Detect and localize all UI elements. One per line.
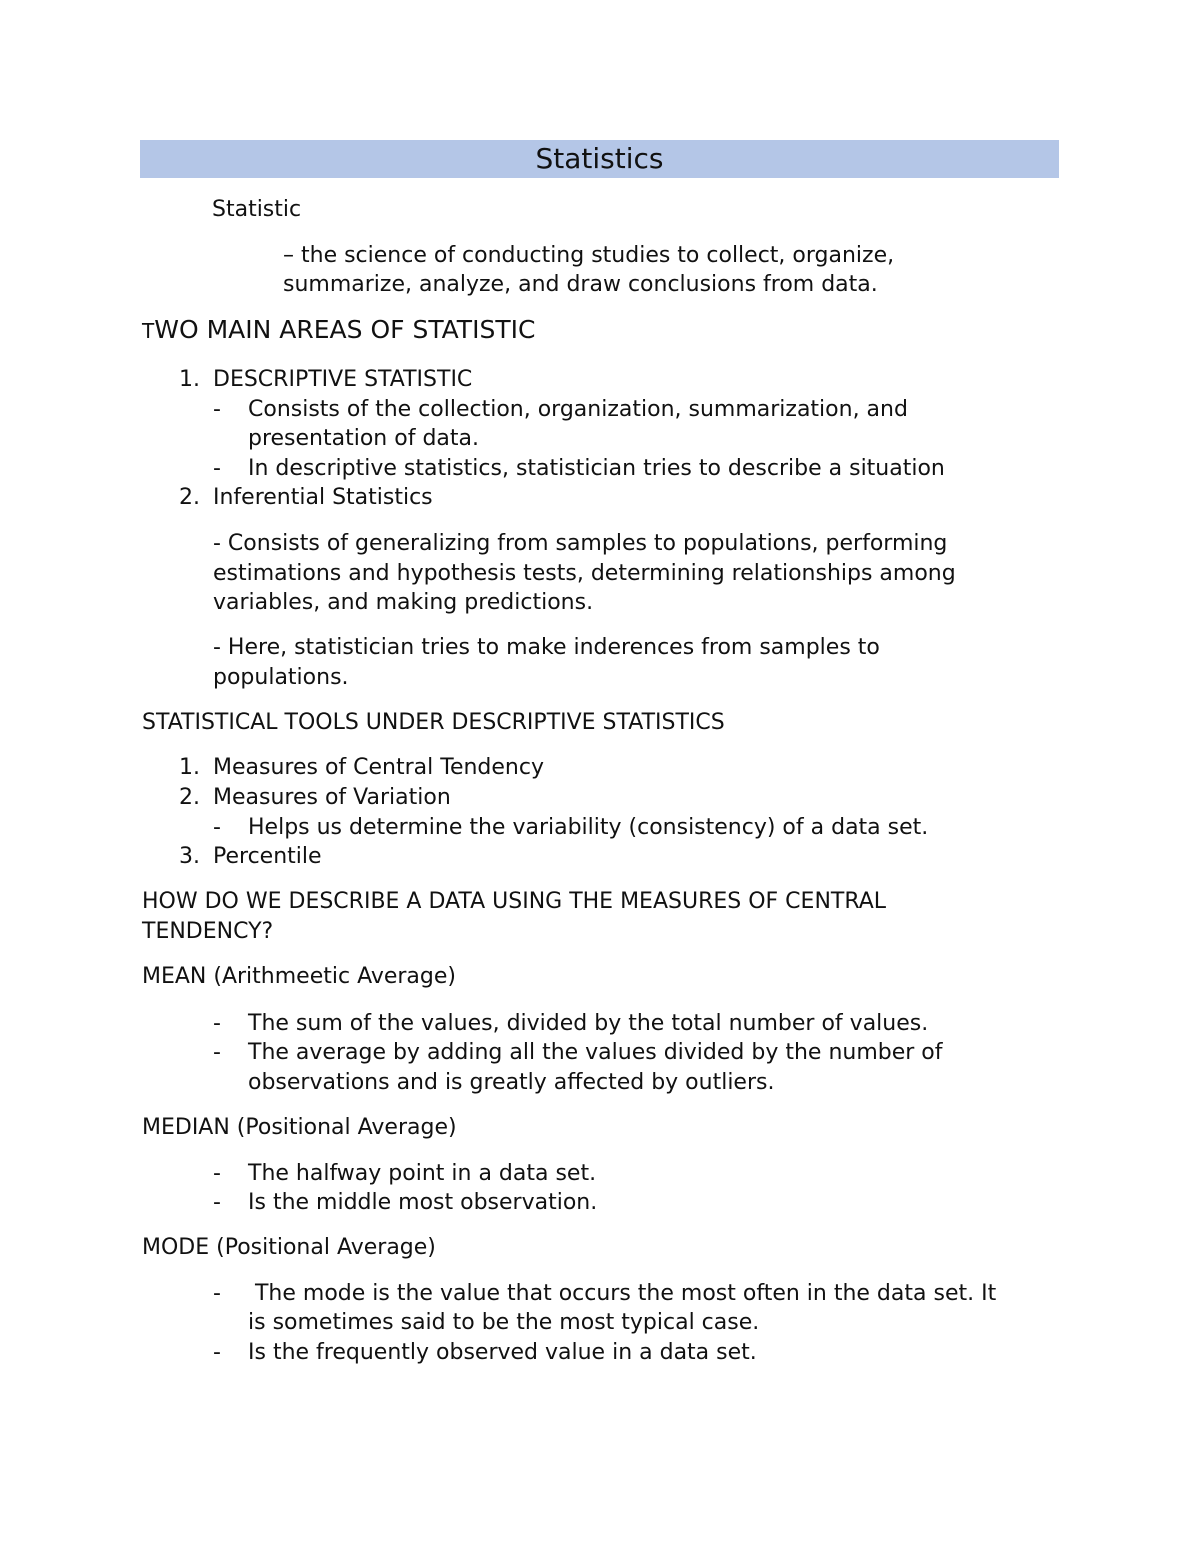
- list-number: 1.: [179, 755, 200, 780]
- list-number: 3.: [179, 844, 200, 869]
- bullet-text-cont: observations and is greatly affected by outliers.: [248, 1070, 775, 1095]
- list-item: Measures of Central Tendency: [213, 755, 544, 780]
- bullet-dash: -: [213, 456, 221, 481]
- bullet-text: Is the middle most observation.: [248, 1190, 598, 1215]
- bullet-text-cont: presentation of data.: [248, 426, 479, 451]
- list-item: Measures of Variation: [213, 785, 451, 810]
- bullet-text: The average by adding all the values divided by the number of: [248, 1040, 943, 1065]
- section-heading-mean: MEAN (Arithmeetic Average): [142, 964, 456, 989]
- section-heading-tools: STATISTICAL TOOLS UNDER DESCRIPTIVE STATISTICS: [142, 710, 725, 735]
- definition-line-1: – the science of conducting studies to collect, organize,: [283, 243, 895, 268]
- list-number: 2.: [179, 485, 200, 510]
- list-item-inferential: Inferential Statistics: [213, 485, 433, 510]
- list-number: 1.: [179, 367, 200, 392]
- section-heading-mode: MODE (Positional Average): [142, 1235, 436, 1260]
- bullet-dash: -: [213, 1161, 221, 1186]
- paragraph-line: - Consists of generalizing from samples to populations, performing: [213, 531, 948, 556]
- bullet-dash: -: [213, 1011, 221, 1036]
- bullet-text: Is the frequently observed value in a data set.: [248, 1340, 757, 1365]
- section-heading-median: MEDIAN (Positional Average): [142, 1115, 457, 1140]
- definition-line-2: summarize, analyze, and draw conclusions from data.: [283, 272, 878, 297]
- bullet-text: Helps us determine the variability (consistency) of a data set.: [248, 815, 929, 840]
- bullet-text: The halfway point in a data set.: [248, 1161, 597, 1186]
- section-heading-how: HOW DO WE DESCRIBE A DATA USING THE MEASURES OF CENTRAL: [142, 889, 887, 914]
- list-item-descriptive: DESCRIPTIVE STATISTIC: [213, 367, 473, 392]
- bullet-dash: -: [213, 397, 221, 422]
- bullet-dash: -: [213, 1281, 221, 1306]
- paragraph-line: variables, and making predictions.: [213, 590, 594, 615]
- paragraph-line: populations.: [213, 665, 349, 690]
- list-number: 2.: [179, 785, 200, 810]
- section-heading-two-main-areas: [142, 315, 535, 347]
- bullet-text-cont: is sometimes said to be the most typical case.: [248, 1310, 760, 1335]
- paragraph-line: - Here, statistician tries to make inderences from samples to: [213, 635, 880, 660]
- heading-first-letter: T: [142, 319, 155, 343]
- bullet-dash: -: [213, 1040, 221, 1065]
- bullet-dash: -: [213, 815, 221, 840]
- bullet-dash: -: [213, 1190, 221, 1215]
- bullet-text: Consists of the collection, organization, summarization, and: [248, 397, 908, 422]
- heading-rest: WO MAIN AREAS OF STATISTIC: [154, 315, 536, 344]
- bullet-text: In descriptive statistics, statistician tries to describe a situation: [248, 456, 945, 481]
- definition-term: Statistic: [212, 197, 302, 222]
- list-item: Percentile: [213, 844, 322, 869]
- bullet-text: The sum of the values, divided by the total number of values.: [248, 1011, 929, 1036]
- bullet-text: The mode is the value that occurs the most often in the data set. It: [248, 1281, 997, 1306]
- page-title: Statistics: [140, 140, 1059, 178]
- bullet-dash: -: [213, 1340, 221, 1365]
- paragraph-line: estimations and hypothesis tests, determining relationships among: [213, 561, 956, 586]
- section-heading-how-cont: TENDENCY?: [142, 919, 274, 944]
